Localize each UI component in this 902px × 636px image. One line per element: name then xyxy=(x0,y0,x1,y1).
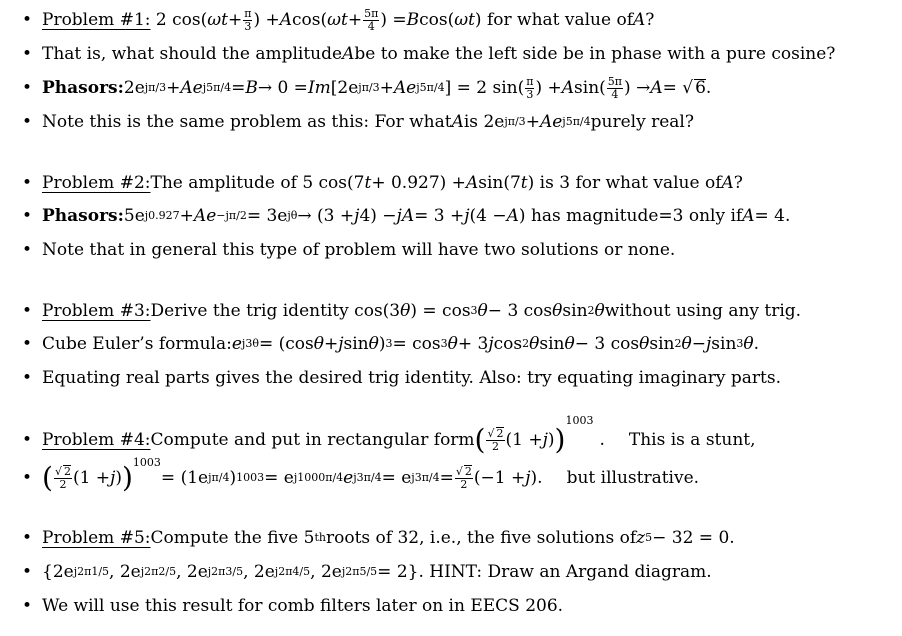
math: ) = cos xyxy=(410,300,471,321)
text: Equating real parts gives the desired trig identity. Also: try equating imaginary parts. xyxy=(42,367,781,388)
math: cos xyxy=(493,333,523,354)
math: {2e xyxy=(42,561,74,582)
math: → 0 = xyxy=(257,77,308,98)
math: = cos xyxy=(392,333,441,354)
math: B xyxy=(245,77,258,98)
text: be to make the left side be in phase with a pure cosine? xyxy=(354,43,836,64)
bullet: • xyxy=(22,527,33,548)
math: (−1 + xyxy=(473,467,526,488)
math: 2e xyxy=(123,77,145,98)
text: Cube Euler’s formula: xyxy=(42,333,232,354)
math: (1 + xyxy=(72,467,111,488)
p1-label: Problem #1: xyxy=(42,9,151,30)
fraction: $\frac{\pi}{3}$ xyxy=(526,74,534,101)
math: j xyxy=(110,467,116,488)
math: θ xyxy=(564,333,575,354)
math: e xyxy=(343,467,354,488)
text: That is, what should the amplitude xyxy=(42,43,343,64)
math: (1 + xyxy=(505,429,543,450)
phasors-label: Phasors: xyxy=(42,77,124,98)
fraction: $\frac{√ 2}{2}$ xyxy=(487,427,504,453)
p5-question: • Problem #5: Compute the five 5 th roots of 32, i.e., the five solutions of z 5 − 32 = 0. xyxy=(22,527,735,548)
p4-result: • ( $\frac{√ 2}{2}$ (1 + j ) ) 1003 = (1e jπ/4 ) 1003 = e j1000π/4 e j3π/4 = e j3π/4 = $\frac{√ 2}{2}$ (−1 + j ). but illustrative. xyxy=(22,455,700,495)
p1-text: ? xyxy=(645,9,655,30)
math: θ xyxy=(400,300,411,321)
p1-text: cos( xyxy=(419,9,455,30)
math: j xyxy=(542,429,548,450)
p4-label: Problem #4: xyxy=(42,429,151,450)
math: ) xyxy=(547,429,555,450)
math: = √ xyxy=(662,77,694,98)
p1-text: ) for what value of xyxy=(474,9,634,30)
bullet: • xyxy=(22,172,33,193)
math: = e xyxy=(381,467,412,488)
math: A xyxy=(451,111,464,132)
math: ). xyxy=(530,467,543,488)
math: sin xyxy=(539,333,565,354)
math: A xyxy=(506,205,519,226)
p1-text: cos( xyxy=(292,9,328,30)
p1-text: ) = xyxy=(380,9,407,30)
math: j xyxy=(706,333,712,354)
p5-solutions: • {2e j2π1/5 , 2e j2π2/5 , 2e j2π3/5 , 2e j2π4/5 , 2e j2π5/5 = 2}. HINT: Draw an Argand diagram. xyxy=(22,561,712,582)
math: Ae xyxy=(193,205,217,226)
text: but illustrative. xyxy=(566,467,700,488)
math: = xyxy=(439,467,454,488)
text: = 2}. HINT: Draw an Argand diagram. xyxy=(377,561,712,582)
p2-label: Problem #2: xyxy=(42,172,151,193)
math: , 2e xyxy=(243,561,275,582)
math: t xyxy=(520,172,528,193)
math: j xyxy=(338,333,344,354)
math: = 3e xyxy=(246,205,288,226)
text: without using any trig. xyxy=(604,300,802,321)
math: − 32 = 0. xyxy=(652,527,735,548)
text: Compute the five 5 xyxy=(150,527,315,548)
math: ) → xyxy=(624,77,651,98)
text: We will use this result for comb filters later on in EECS 206. xyxy=(42,595,564,616)
p1-math: A xyxy=(279,9,292,30)
math: jA xyxy=(396,205,415,226)
p1-text: + xyxy=(347,9,363,30)
math: e xyxy=(231,333,242,354)
math: θ xyxy=(313,333,324,354)
math: ] = 2 sin( xyxy=(444,77,525,98)
math: θ xyxy=(368,333,379,354)
math: A xyxy=(561,77,575,98)
p1-math: ωt xyxy=(327,9,348,30)
text: This is a stunt, xyxy=(628,429,756,450)
p2-note xyxy=(22,235,675,265)
text: roots of 32, i.e., the five solutions of xyxy=(325,527,637,548)
math: sin xyxy=(711,333,737,354)
math: j xyxy=(354,205,360,226)
p1-phasors: • Phasors: 2e jπ/3 + Ae j5π/4 = B → 0 = Im [2e jπ/3 + Ae j5π/4 ] = 2 sin( $\frac{\pi}{3}$ ) + A sin( $\frac{5\pi}{4}$ ) → A = √ 6 . xyxy=(22,74,712,101)
text: sin(7 xyxy=(478,172,521,193)
bullet: • xyxy=(22,367,33,388)
fraction: $\frac{5\pi}{4}$ xyxy=(364,6,379,33)
p5-label: Problem #5: xyxy=(42,527,151,548)
math: sin xyxy=(649,333,675,354)
math: A xyxy=(465,172,479,193)
bullet: • xyxy=(22,333,33,354)
math: ) xyxy=(229,467,237,488)
math: + xyxy=(323,333,339,354)
math: [2e xyxy=(330,77,359,98)
p1-math: ωt xyxy=(454,9,475,30)
math: , 2e xyxy=(176,561,208,582)
math: − 3 cos xyxy=(574,333,640,354)
math: sin xyxy=(343,333,369,354)
text: Compute and put in rectangular form xyxy=(150,429,475,450)
fraction: $\frac{5\pi}{4}$ xyxy=(607,74,623,101)
math: ) xyxy=(115,467,122,488)
math: (4 − xyxy=(469,205,507,226)
math: = e xyxy=(264,467,294,488)
math: Im xyxy=(307,77,331,98)
p1-note: • Note this is the same problem as this: For what A is 2e jπ/3 + Ae j5π/4 purely real? xyxy=(22,111,694,132)
bullet: • xyxy=(22,429,33,450)
math: = xyxy=(231,77,246,98)
math: θ xyxy=(743,333,754,354)
math: = (cos xyxy=(258,333,314,354)
math: θ xyxy=(639,333,650,354)
math: ) xyxy=(378,333,386,354)
math: . xyxy=(599,429,605,450)
math: A xyxy=(721,172,734,193)
math: = (1e xyxy=(160,467,209,488)
p1-math: B xyxy=(406,9,420,30)
math: θ xyxy=(681,333,692,354)
math: z xyxy=(636,527,646,548)
math: + xyxy=(379,77,394,98)
bullet: • xyxy=(22,9,33,30)
math: sin xyxy=(562,300,588,321)
math: t xyxy=(364,172,372,193)
math: = 3 + xyxy=(414,205,465,226)
math: 5e xyxy=(123,205,145,226)
math: Ae xyxy=(539,111,563,132)
text: Note that in general this type of problem will have two solutions or none. xyxy=(42,239,676,260)
bullet: • xyxy=(22,561,33,582)
bullet: • xyxy=(22,111,33,132)
math: A xyxy=(650,77,663,98)
math: . xyxy=(705,77,712,98)
p1-math: A xyxy=(633,9,646,30)
phasors-label: Phasors: xyxy=(42,205,124,226)
superscript: 1003 xyxy=(132,455,161,469)
text: Note this is the same problem as this: For what xyxy=(42,111,452,132)
math: θ xyxy=(552,300,563,321)
superscript: 1003 xyxy=(565,413,594,427)
math: ) + xyxy=(535,77,562,98)
fraction: $\frac{√ 2}{2}$ xyxy=(455,465,472,491)
math: − 3 cos xyxy=(487,300,553,321)
math: , 2e xyxy=(310,561,342,582)
math: j xyxy=(525,467,531,488)
math: + xyxy=(166,77,181,98)
p1-text: 2 cos( xyxy=(155,9,208,30)
p3-question: • Problem #3: Derive the trig identity cos(3 θ ) = cos 3 θ − 3 cos θ sin 2 θ without using any trig. xyxy=(22,300,802,321)
p3-equate xyxy=(22,363,781,393)
math: j xyxy=(464,205,470,226)
p1-math: ωt xyxy=(207,9,228,30)
fraction: $\frac{\pi}{3}$ xyxy=(244,6,252,33)
math: j xyxy=(488,333,494,354)
math: θ xyxy=(529,333,540,354)
math: + 3 xyxy=(457,333,489,354)
bullet: • xyxy=(22,467,33,488)
fraction: $\frac{√ 2}{2}$ xyxy=(54,465,71,491)
math: θ xyxy=(477,300,488,321)
p3-cube: • Cube Euler’s formula: e j3θ = (cos θ + j sin θ ) 3 = cos 3 θ + 3 j cos 2 θ sin θ − 3 cos θ sin 2 θ − j sin 3 θ . xyxy=(22,333,760,354)
math: θ xyxy=(447,333,458,354)
p2-phasors: • Phasors: 5e j0.927 + Ae −jπ/2 = 3e jθ → (3 + j 4) − jA = 3 + j (4 − A ) has magnitude=3 only if A = 4. xyxy=(22,205,791,226)
math: Ae xyxy=(180,77,203,98)
bullet: • xyxy=(22,239,33,260)
bullet: • xyxy=(22,43,33,64)
math: = 4. xyxy=(754,205,791,226)
math: A xyxy=(342,43,355,64)
p4-question: • Problem #4: Compute and put in rectangular form ( $\frac{√ 2}{2}$ (1 + j ) ) 1003 . This is a stunt, xyxy=(22,413,756,457)
p1-line2 xyxy=(22,39,835,69)
bullet: • xyxy=(22,300,33,321)
math: . xyxy=(753,333,760,354)
math: − xyxy=(691,333,706,354)
math: θ xyxy=(594,300,605,321)
math: is 2e xyxy=(463,111,505,132)
text: ? xyxy=(733,172,743,193)
p3-label: Problem #3: xyxy=(42,300,151,321)
math: sin( xyxy=(574,77,606,98)
bullet: • xyxy=(22,77,33,98)
p1-question xyxy=(22,5,654,35)
math: → (3 + xyxy=(297,205,355,226)
math: A xyxy=(742,205,755,226)
bullet: • xyxy=(22,205,33,226)
p1-text: ) + xyxy=(253,9,280,30)
math: Ae xyxy=(393,77,417,98)
text: The amplitude of 5 cos(7 xyxy=(150,172,365,193)
math: + xyxy=(525,111,540,132)
bullet: • xyxy=(22,595,33,616)
p2-question xyxy=(22,168,743,198)
p1-text: + xyxy=(227,9,243,30)
text: ) has magnitude=3 only if xyxy=(518,205,743,226)
math: + xyxy=(179,205,194,226)
math: 4) − xyxy=(359,205,397,226)
text: ) is 3 for what value of xyxy=(527,172,722,193)
text: + 0.927) + xyxy=(371,172,466,193)
text: Derive the trig identity cos(3 xyxy=(150,300,401,321)
p5-final xyxy=(22,591,563,621)
math: , 2e xyxy=(109,561,141,582)
sqrt: 6 xyxy=(695,78,706,98)
text: purely real? xyxy=(590,111,694,132)
